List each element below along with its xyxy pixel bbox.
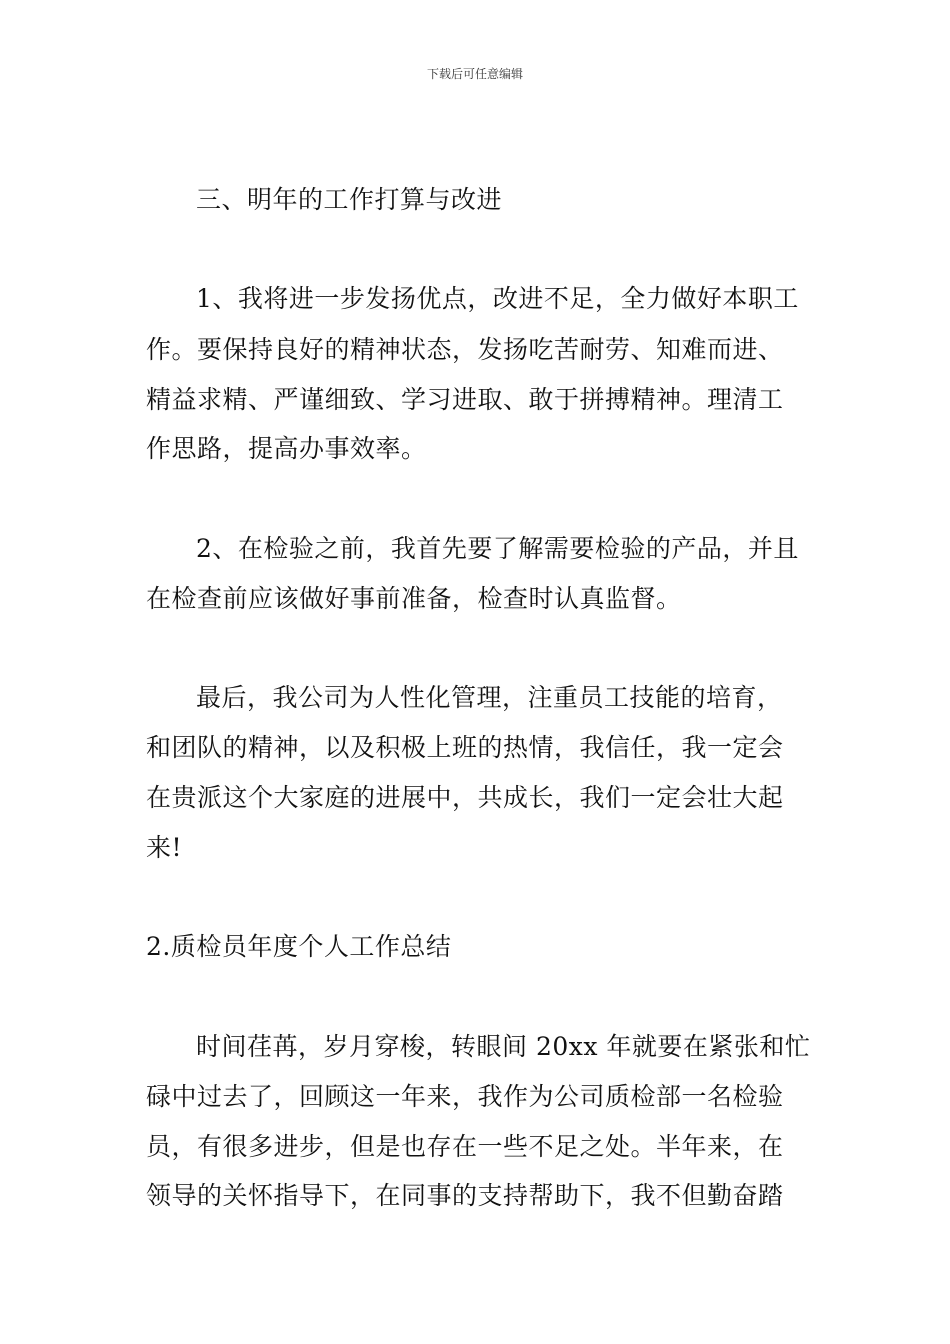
article-title: 2.质检员年度个人工作总结 (146, 932, 452, 961)
paragraph-line: 在检查前应该做好事前准备，检查时认真监督。 (146, 584, 682, 613)
page-header: 下载后可任意编辑 (426, 67, 523, 81)
paragraph-line: 精益求精、严谨细致、学习进取、敢于拼搏精神。理清工 (146, 385, 784, 414)
paragraph-line: 碌中过去了，回顾这一年来，我作为公司质检部一名检验 (146, 1082, 784, 1111)
paragraph-line: 作思路，提高办事效率。 (146, 434, 427, 463)
paragraph-line: 2、在检验之前，我首先要了解需要检验的产品，并且 (196, 534, 799, 563)
paragraph-line: 1、我将进一步发扬优点，改进不足，全力做好本职工 (196, 284, 799, 313)
paragraph-line: 员，有很多进步，但是也存在一些不足之处。半年来，在 (146, 1132, 784, 1161)
paragraph-line: 时间荏苒，岁月穿梭，转眼间 20xx 年就要在紧张和忙 (196, 1032, 811, 1061)
section-heading: 三、明年的工作打算与改进 (196, 185, 503, 214)
paragraph-line: 最后，我公司为人性化管理，注重员工技能的培育， (196, 683, 783, 712)
paragraph-line: 作。要保持良好的精神状态，发扬吃苦耐劳、知难而进、 (146, 335, 784, 364)
paragraph-line: 来! (146, 833, 183, 862)
paragraph-line: 在贵派这个大家庭的进展中，共成长，我们一定会壮大起 (146, 783, 784, 812)
paragraph-line: 领导的关怀指导下，在同事的支持帮助下，我不但勤奋踏 (146, 1181, 784, 1210)
paragraph-line: 和团队的精神，以及积极上班的热情，我信任，我一定会 (146, 733, 784, 762)
